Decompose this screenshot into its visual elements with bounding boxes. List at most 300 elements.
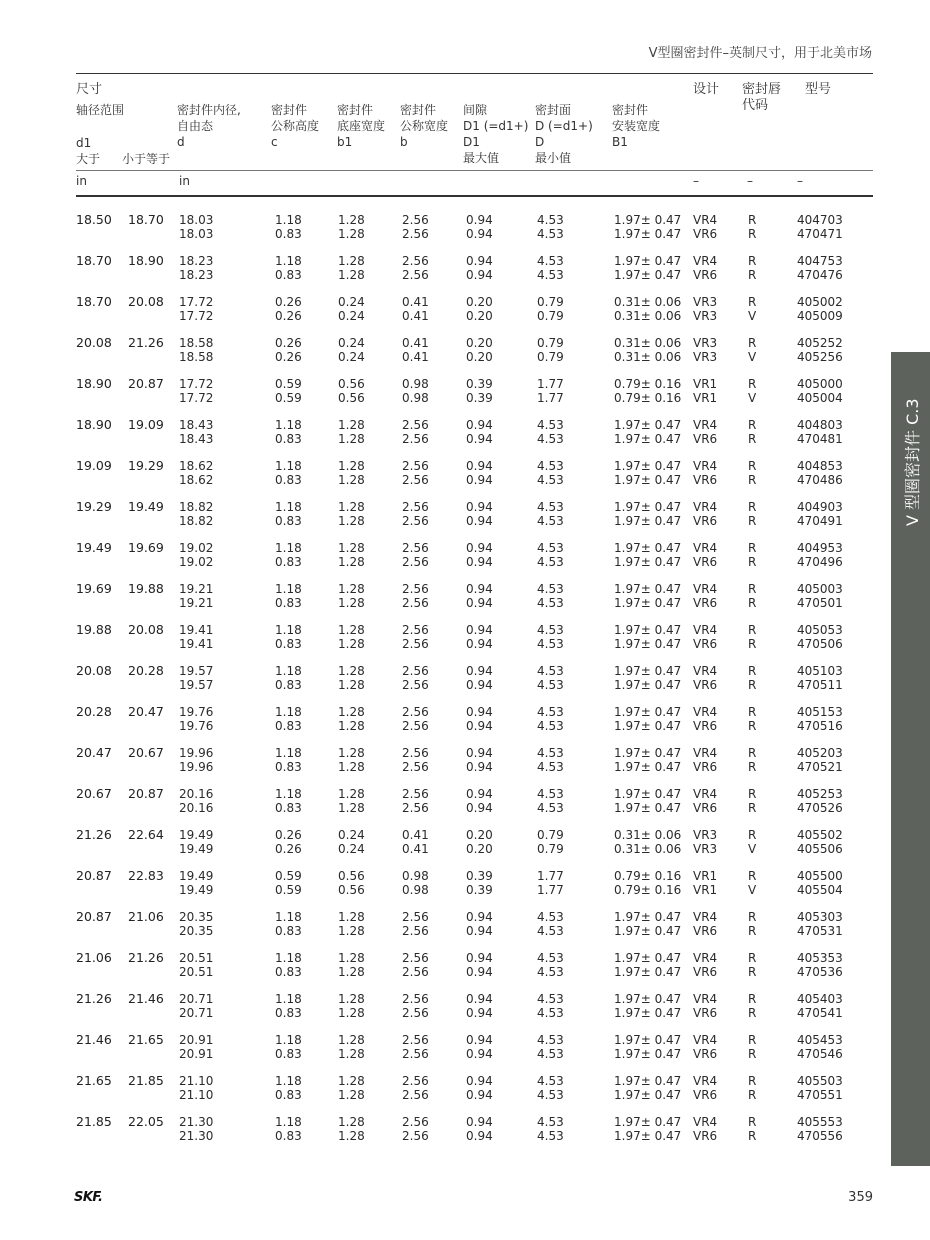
- cell-D1-value: 0.94: [466, 924, 493, 938]
- header-install-width: [612, 102, 660, 150]
- cell-b-value: 0.98: [402, 869, 429, 883]
- cell-d1-over: 20.08: [76, 663, 112, 678]
- cell-d1-incl: 19.88: [128, 581, 164, 596]
- cell-B1-value: 1.97± 0.47: [614, 787, 682, 801]
- cell-D-value: 1.77: [537, 391, 564, 405]
- cell-c: [275, 213, 302, 241]
- cell-c-value: 1.18: [275, 705, 302, 719]
- cell-b-value: 2.56: [402, 1074, 429, 1088]
- cell-design-value: VR1: [693, 391, 718, 405]
- cell-d: [179, 295, 213, 323]
- cell-B1-value: 0.31± 0.06: [614, 295, 682, 309]
- table-row: [0, 705, 880, 746]
- cell-c-value: 0.83: [275, 1088, 302, 1102]
- cell-design-value: VR4: [693, 910, 718, 924]
- cell-B1: [614, 1033, 681, 1061]
- cell-D1: [466, 869, 493, 897]
- cell-b-value: 2.56: [402, 787, 429, 801]
- cell-b1-value: 1.28: [338, 637, 365, 651]
- cell-B1-value: 1.97± 0.47: [614, 514, 682, 528]
- cell-D-value: 4.53: [537, 227, 564, 241]
- cell-d-value: 18.03: [179, 213, 214, 227]
- cell-model-value: 405252: [797, 336, 843, 350]
- header-height-line1: 密封件: [271, 103, 308, 117]
- header-width: [400, 102, 448, 150]
- cell-b1-value: 1.28: [338, 1033, 365, 1047]
- cell-d-value: 18.03: [179, 227, 214, 241]
- cell-D-value: 4.53: [537, 760, 564, 774]
- running-title: V型圈密封件–英制尺寸，用于北美市场: [648, 46, 872, 61]
- table-row: [0, 828, 880, 869]
- cell-b1: [338, 418, 365, 446]
- cell-c-value: 0.26: [275, 336, 302, 350]
- cell-b1-value: 0.56: [338, 391, 365, 405]
- cell-d-value: 19.21: [179, 582, 214, 596]
- cell-B1-value: 1.97± 0.47: [614, 500, 682, 514]
- cell-b-value: 2.56: [402, 541, 429, 555]
- cell-c: [275, 500, 302, 528]
- cell-d-value: 18.43: [179, 432, 214, 446]
- cell-lip-value: R: [748, 664, 757, 678]
- cell-b-value: 2.56: [402, 432, 429, 446]
- header-bottom-rule: [76, 195, 873, 197]
- cell-D1: [466, 459, 493, 487]
- cell-design-value: VR4: [693, 787, 718, 801]
- cell-D-value: 4.53: [537, 500, 564, 514]
- cell-D-value: 4.53: [537, 555, 564, 569]
- cell-lip-value: V: [748, 842, 757, 856]
- cell-D1: [466, 705, 493, 733]
- cell-design-value: VR6: [693, 473, 718, 487]
- cell-b-value: 2.56: [402, 1047, 429, 1061]
- cell-model-value: 405153: [797, 705, 843, 719]
- table-row: [0, 582, 880, 623]
- cell-lip-value: V: [748, 391, 757, 405]
- cell-lip-value: R: [748, 336, 757, 350]
- cell-B1-value: 1.97± 0.47: [614, 432, 682, 446]
- cell-B1-value: 1.97± 0.47: [614, 541, 682, 555]
- cell-model-value: 405003: [797, 582, 843, 596]
- cell-b-value: 2.56: [402, 1006, 429, 1020]
- cell-d-value: 20.16: [179, 787, 214, 801]
- cell-lip-value: R: [748, 555, 757, 569]
- cell-c-value: 1.18: [275, 1074, 302, 1088]
- cell-b1: [338, 459, 365, 487]
- cell-c-value: 0.83: [275, 719, 302, 733]
- cell-D1: [466, 500, 493, 528]
- cell-D-value: 4.53: [537, 951, 564, 965]
- cell-design: [693, 541, 717, 569]
- cell-D-value: 4.53: [537, 746, 564, 760]
- cell-d1-over: 18.90: [76, 417, 112, 432]
- cell-B1: [614, 295, 681, 323]
- cell-D1-value: 0.39: [466, 869, 493, 883]
- cell-d: [179, 869, 213, 897]
- cell-b-value: 2.56: [402, 678, 429, 692]
- cell-D1-value: 0.94: [466, 705, 493, 719]
- cell-design-value: VR6: [693, 514, 718, 528]
- cell-c-value: 0.83: [275, 473, 302, 487]
- cell-D1-value: 0.94: [466, 459, 493, 473]
- cell-design-value: VR4: [693, 746, 718, 760]
- cell-design-value: VR6: [693, 1006, 718, 1020]
- cell-b1-value: 0.24: [338, 309, 365, 323]
- cell-c-value: 0.83: [275, 924, 302, 938]
- cell-c-value: 0.59: [275, 391, 302, 405]
- cell-b1-value: 0.24: [338, 828, 365, 842]
- cell-d: [179, 377, 213, 405]
- cell-lip: [748, 500, 756, 528]
- cell-model-value: 405353: [797, 951, 843, 965]
- header-units-rule: [76, 170, 873, 171]
- cell-b1-value: 1.28: [338, 1047, 365, 1061]
- cell-D: [537, 951, 564, 979]
- cell-c: [275, 664, 302, 692]
- cell-c: [275, 828, 302, 856]
- cell-d-value: 19.41: [179, 637, 214, 651]
- header-shaft-range: 轴径范围: [76, 103, 125, 117]
- cell-c-value: 1.18: [275, 910, 302, 924]
- cell-d-value: 20.35: [179, 910, 214, 924]
- cell-b1-value: 1.28: [338, 951, 365, 965]
- cell-b-value: 0.41: [402, 842, 429, 856]
- cell-design-value: VR4: [693, 992, 718, 1006]
- cell-design-value: VR4: [693, 623, 718, 637]
- cell-B1: [614, 213, 681, 241]
- cell-D1: [466, 623, 493, 651]
- cell-model-value: 470501: [797, 596, 843, 610]
- cell-d-value: 18.23: [179, 268, 214, 282]
- cell-d1-incl: 18.70: [128, 212, 164, 227]
- unit-inner: in: [179, 174, 190, 188]
- cell-b1-value: 1.28: [338, 760, 365, 774]
- cell-d-value: 19.49: [179, 828, 214, 842]
- cell-D1-value: 0.94: [466, 514, 493, 528]
- cell-d-value: 18.62: [179, 459, 214, 473]
- cell-lip-value: R: [748, 992, 757, 1006]
- cell-d1-over: 18.70: [76, 294, 112, 309]
- cell-design: [693, 1115, 717, 1143]
- cell-B1-value: 1.97± 0.47: [614, 213, 682, 227]
- cell-D1: [466, 1074, 493, 1102]
- cell-design-value: VR6: [693, 1088, 718, 1102]
- cell-model: [797, 992, 843, 1020]
- cell-lip-value: R: [748, 828, 757, 842]
- cell-B1-value: 1.97± 0.47: [614, 910, 682, 924]
- cell-b: [402, 336, 429, 364]
- cell-design-value: VR6: [693, 801, 718, 815]
- table-row: [0, 336, 880, 377]
- cell-b1-value: 1.28: [338, 514, 365, 528]
- cell-c-value: 0.83: [275, 1129, 302, 1143]
- cell-d-value: 17.72: [179, 391, 214, 405]
- cell-D1-value: 0.39: [466, 391, 493, 405]
- cell-B1-value: 0.79± 0.16: [614, 869, 682, 883]
- cell-design-value: VR6: [693, 637, 718, 651]
- cell-D1-value: 0.94: [466, 787, 493, 801]
- cell-D1-value: 0.94: [466, 1074, 493, 1088]
- cell-D1-value: 0.94: [466, 1088, 493, 1102]
- cell-d-value: 17.72: [179, 309, 214, 323]
- header-inner-diameter-symbol: d: [177, 135, 185, 149]
- unit-shaft: in: [76, 174, 87, 188]
- header-install-width-line1: 密封件: [612, 103, 649, 117]
- cell-d1-incl: 19.29: [128, 458, 164, 473]
- cell-design-value: VR1: [693, 883, 718, 897]
- cell-design-value: VR3: [693, 309, 718, 323]
- cell-d1-incl: 21.06: [128, 909, 164, 924]
- cell-d-value: 19.02: [179, 555, 214, 569]
- cell-design-value: VR4: [693, 1074, 718, 1088]
- cell-B1: [614, 992, 681, 1020]
- cell-b-value: 2.56: [402, 1115, 429, 1129]
- cell-b1: [338, 541, 365, 569]
- cell-design: [693, 787, 717, 815]
- cell-b-value: 0.41: [402, 828, 429, 842]
- cell-design-value: VR4: [693, 459, 718, 473]
- cell-B1: [614, 254, 681, 282]
- cell-b-value: 2.56: [402, 623, 429, 637]
- cell-b1: [338, 1033, 365, 1061]
- cell-d-value: 20.71: [179, 992, 214, 1006]
- cell-b-value: 2.56: [402, 227, 429, 241]
- cell-lip-value: R: [748, 541, 757, 555]
- cell-d1-incl: 22.83: [128, 868, 164, 883]
- cell-d1-over: 18.50: [76, 212, 112, 227]
- cell-b1-value: 1.28: [338, 500, 365, 514]
- cell-D: [537, 336, 564, 364]
- cell-d1-over: 21.46: [76, 1032, 112, 1047]
- cell-B1: [614, 1074, 681, 1102]
- cell-d1-over: 21.06: [76, 950, 112, 965]
- cell-b: [402, 1033, 429, 1061]
- cell-D1-value: 0.94: [466, 418, 493, 432]
- cell-design: [693, 910, 717, 938]
- cell-d: [179, 1074, 213, 1102]
- cell-D-value: 1.77: [537, 869, 564, 883]
- cell-c: [275, 459, 302, 487]
- header-seal-face-min: 最小值: [535, 151, 572, 165]
- header-gap-line1: 间隙: [463, 103, 488, 117]
- cell-d: [179, 992, 213, 1020]
- cell-d: [179, 213, 213, 241]
- table-row: [0, 213, 880, 254]
- cell-D-value: 4.53: [537, 473, 564, 487]
- cell-design: [693, 869, 717, 897]
- table-row: [0, 1074, 880, 1115]
- cell-D-value: 0.79: [537, 295, 564, 309]
- header-inner-diameter-line2: 自由态: [177, 119, 214, 133]
- cell-c: [275, 910, 302, 938]
- cell-d: [179, 541, 213, 569]
- cell-b-value: 2.56: [402, 596, 429, 610]
- cell-lip: [748, 787, 756, 815]
- cell-b-value: 2.56: [402, 473, 429, 487]
- cell-D1-value: 0.94: [466, 213, 493, 227]
- cell-c-value: 0.83: [275, 268, 302, 282]
- cell-design-value: VR6: [693, 432, 718, 446]
- cell-design: [693, 746, 717, 774]
- header-base-width-symbol: b1: [337, 135, 353, 149]
- cell-b1-value: 1.28: [338, 1006, 365, 1020]
- cell-b1-value: 1.28: [338, 555, 365, 569]
- cell-model: [797, 787, 843, 815]
- cell-D-value: 4.53: [537, 418, 564, 432]
- cell-D1-value: 0.94: [466, 432, 493, 446]
- cell-lip-value: R: [748, 623, 757, 637]
- header-seal-face-line1: 密封面: [535, 103, 572, 117]
- cell-b1: [338, 582, 365, 610]
- page-number: 359: [848, 1190, 873, 1205]
- cell-B1-value: 1.97± 0.47: [614, 1115, 682, 1129]
- cell-design-value: VR4: [693, 582, 718, 596]
- cell-model: [797, 213, 843, 241]
- cell-D: [537, 1033, 564, 1061]
- cell-D-value: 4.53: [537, 596, 564, 610]
- cell-d-value: 18.82: [179, 500, 214, 514]
- cell-b1-value: 1.28: [338, 924, 365, 938]
- cell-lip-value: R: [748, 951, 757, 965]
- cell-D1-value: 0.94: [466, 678, 493, 692]
- cell-design: [693, 828, 717, 856]
- cell-model: [797, 951, 843, 979]
- cell-B1: [614, 746, 681, 774]
- cell-b1: [338, 992, 365, 1020]
- cell-d-value: 21.30: [179, 1115, 214, 1129]
- header-d1: d1: [76, 136, 92, 150]
- cell-b-value: 2.56: [402, 910, 429, 924]
- cell-d1-incl: 19.09: [128, 417, 164, 432]
- cell-lip-value: R: [748, 377, 757, 391]
- cell-D: [537, 705, 564, 733]
- cell-d1-over: 20.28: [76, 704, 112, 719]
- cell-c-value: 0.83: [275, 596, 302, 610]
- cell-B1-value: 1.97± 0.47: [614, 268, 682, 282]
- cell-d-value: 18.62: [179, 473, 214, 487]
- cell-d1-incl: 19.69: [128, 540, 164, 555]
- cell-design: [693, 418, 717, 446]
- cell-b1-value: 1.28: [338, 801, 365, 815]
- cell-b: [402, 582, 429, 610]
- cell-b-value: 0.41: [402, 309, 429, 323]
- cell-c-value: 0.26: [275, 295, 302, 309]
- cell-model-value: 470541: [797, 1006, 843, 1020]
- header-over: 大于: [76, 152, 101, 166]
- cell-d1-over: 20.08: [76, 335, 112, 350]
- cell-D1: [466, 746, 493, 774]
- cell-b: [402, 459, 429, 487]
- cell-d1-incl: 21.26: [128, 335, 164, 350]
- cell-D: [537, 746, 564, 774]
- cell-lip: [748, 1033, 756, 1061]
- cell-b1: [338, 746, 365, 774]
- cell-d: [179, 623, 213, 651]
- cell-model-value: 470526: [797, 801, 843, 815]
- cell-lip-value: R: [748, 213, 757, 227]
- cell-model-value: 470491: [797, 514, 843, 528]
- cell-c-value: 0.59: [275, 377, 302, 391]
- cell-b1-value: 1.28: [338, 678, 365, 692]
- cell-lip: [748, 336, 756, 364]
- cell-D-value: 4.53: [537, 1088, 564, 1102]
- cell-D1-value: 0.94: [466, 910, 493, 924]
- header-model: 型号: [805, 82, 832, 97]
- cell-b1-value: 1.28: [338, 541, 365, 555]
- cell-b-value: 2.56: [402, 582, 429, 596]
- side-tab: [891, 352, 930, 1166]
- cell-b1-value: 0.24: [338, 842, 365, 856]
- cell-B1-value: 0.79± 0.16: [614, 377, 682, 391]
- cell-d1-over: 18.90: [76, 376, 112, 391]
- cell-lip-value: R: [748, 295, 757, 309]
- cell-design-value: VR4: [693, 500, 718, 514]
- cell-d1-incl: 20.08: [128, 622, 164, 637]
- cell-D: [537, 787, 564, 815]
- cell-c: [275, 1115, 302, 1143]
- cell-b1-value: 0.24: [338, 295, 365, 309]
- cell-d-value: 21.30: [179, 1129, 214, 1143]
- cell-d: [179, 910, 213, 938]
- cell-c: [275, 623, 302, 651]
- cell-D-value: 4.53: [537, 514, 564, 528]
- cell-D1-value: 0.20: [466, 309, 493, 323]
- header-width-symbol: b: [400, 135, 408, 149]
- cell-D1-value: 0.94: [466, 268, 493, 282]
- cell-c-value: 0.26: [275, 842, 302, 856]
- cell-D1: [466, 377, 493, 405]
- cell-d: [179, 1115, 213, 1143]
- cell-B1-value: 1.97± 0.47: [614, 1047, 682, 1061]
- cell-B1-value: 1.97± 0.47: [614, 760, 682, 774]
- cell-b: [402, 1074, 429, 1102]
- cell-design: [693, 582, 717, 610]
- cell-d1-over: 20.47: [76, 745, 112, 760]
- cell-model: [797, 541, 843, 569]
- cell-model-value: 470481: [797, 432, 843, 446]
- cell-b-value: 2.56: [402, 801, 429, 815]
- cell-model-value: 470506: [797, 637, 843, 651]
- cell-D: [537, 418, 564, 446]
- cell-b-value: 2.56: [402, 951, 429, 965]
- cell-D1: [466, 951, 493, 979]
- cell-c-value: 1.18: [275, 992, 302, 1006]
- cell-b-value: 2.56: [402, 760, 429, 774]
- cell-model: [797, 910, 843, 938]
- cell-design-value: VR3: [693, 295, 718, 309]
- cell-b-value: 2.56: [402, 254, 429, 268]
- cell-model-value: 470556: [797, 1129, 843, 1143]
- cell-model-value: 470516: [797, 719, 843, 733]
- cell-b1-value: 1.28: [338, 1129, 365, 1143]
- cell-lip-value: R: [748, 1115, 757, 1129]
- header-base-width: [337, 102, 385, 150]
- header-inner-diameter: [177, 102, 241, 150]
- cell-c: [275, 541, 302, 569]
- cell-b1-value: 1.28: [338, 623, 365, 637]
- cell-B1: [614, 377, 681, 405]
- cell-d1-incl: 20.28: [128, 663, 164, 678]
- unit-model: –: [797, 174, 803, 188]
- cell-B1-value: 1.97± 0.47: [614, 719, 682, 733]
- cell-b1: [338, 623, 365, 651]
- cell-B1: [614, 951, 681, 979]
- cell-model-value: 405506: [797, 842, 843, 856]
- cell-d-value: 20.91: [179, 1047, 214, 1061]
- cell-B1-value: 1.97± 0.47: [614, 582, 682, 596]
- cell-b1: [338, 664, 365, 692]
- cell-B1-value: 0.31± 0.06: [614, 309, 682, 323]
- cell-D1: [466, 787, 493, 815]
